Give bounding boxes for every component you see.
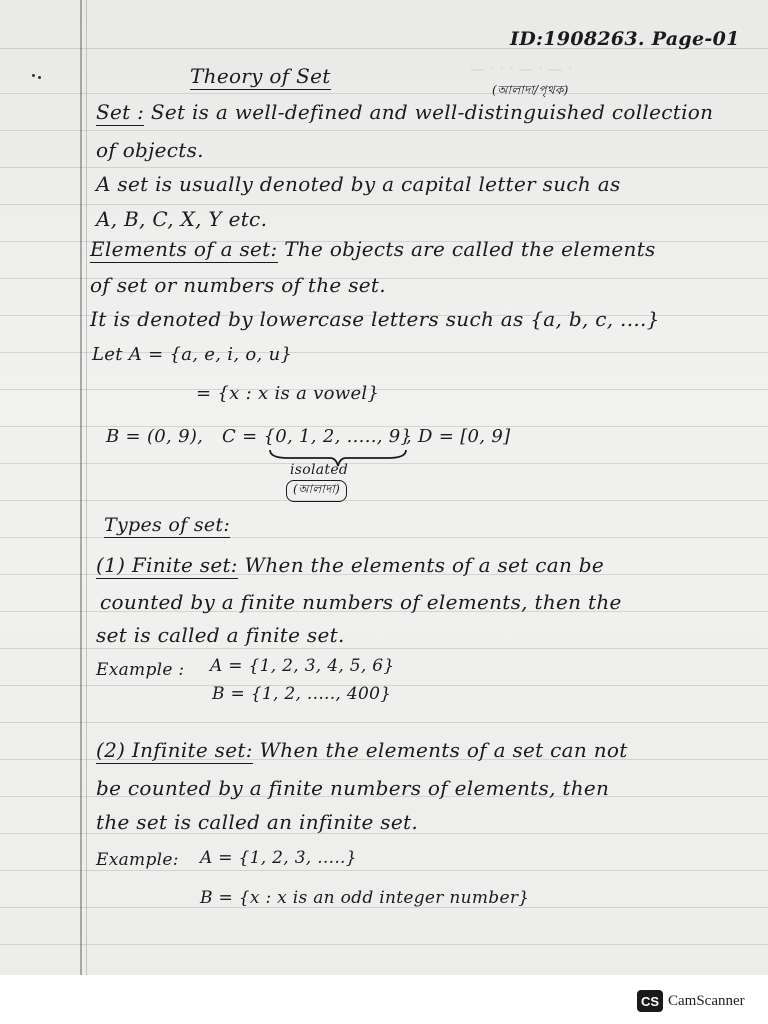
infinite-line-2: be counted by a finite numbers of elements, then [96, 776, 610, 800]
set-definition-line-1 [96, 100, 713, 124]
finite-label: (1) Finite set: [96, 553, 238, 577]
bengali-note: (আলাদা/পৃথক) [492, 83, 569, 97]
infinite-example-a: A = {1, 2, 3, .....} [200, 848, 357, 868]
infinite-definition: When the elements of a set can not [259, 738, 628, 762]
example-let-line: Let A = {a, e, i, o, u} [92, 344, 293, 365]
page-title: Theory of Set [190, 64, 331, 88]
elements-label: Elements of a set: [90, 237, 278, 261]
finite-definition: When the elements of a set can be [244, 553, 605, 577]
example-b-interval: B = (0, 9), [106, 426, 204, 447]
set-definition-text: Set is a well-defined and well-distinguished collection [150, 100, 714, 124]
set-notation-line-1: A set is usually denoted by a capital letter such as [96, 172, 621, 196]
elements-line-3: It is denoted by lowercase letters such as {a, b, c, ....} [90, 307, 660, 331]
finite-example-b: B = {1, 2, ....., 400} [212, 684, 392, 704]
set-label: Set : [96, 100, 145, 124]
bleed-through-text: — · · · — · — · [470, 60, 573, 78]
page-id-header: ID:1908263. Page-01 [510, 28, 740, 50]
finite-example-label: Example : [96, 660, 185, 680]
finite-line-3: set is called a finite set. [96, 623, 345, 647]
infinite-example-b: B = {x : x is an odd integer number} [200, 888, 530, 908]
isolated-label: isolated [290, 462, 349, 478]
set-definition-line-2: of objects. [96, 138, 204, 162]
elements-line-1 [90, 237, 656, 261]
margin-line-inner [86, 0, 87, 975]
example-vowel-line: = {x : x is a vowel} [196, 383, 380, 404]
types-heading: Types of set: [104, 514, 231, 536]
finite-line-1 [96, 553, 604, 577]
camscanner-label: CamScanner [668, 992, 745, 1009]
elements-definition: The objects are called the elements [284, 237, 656, 261]
camscanner-logo: CS [637, 990, 663, 1012]
bengali-note-2: (আলাদা) [286, 480, 347, 502]
elements-line-2: of set or numbers of the set. [90, 273, 386, 297]
example-d-interval: , D = [0, 9] [406, 426, 511, 447]
set-notation-line-2: A, B, C, X, Y etc. [96, 207, 268, 231]
infinite-line-3: the set is called an infinite set. [96, 810, 418, 834]
infinite-example-label: Example: [96, 850, 179, 870]
example-c-set: C = {0, 1, 2, ....., 9} [222, 426, 413, 447]
infinite-line-1 [96, 738, 628, 762]
finite-example-a: A = {1, 2, 3, 4, 5, 6} [210, 656, 395, 676]
camscanner-watermark [637, 990, 745, 1012]
infinite-label: (2) Infinite set: [96, 738, 253, 762]
margin-line [80, 0, 82, 975]
finite-line-2: counted by a finite numbers of elements, then the [100, 590, 622, 614]
